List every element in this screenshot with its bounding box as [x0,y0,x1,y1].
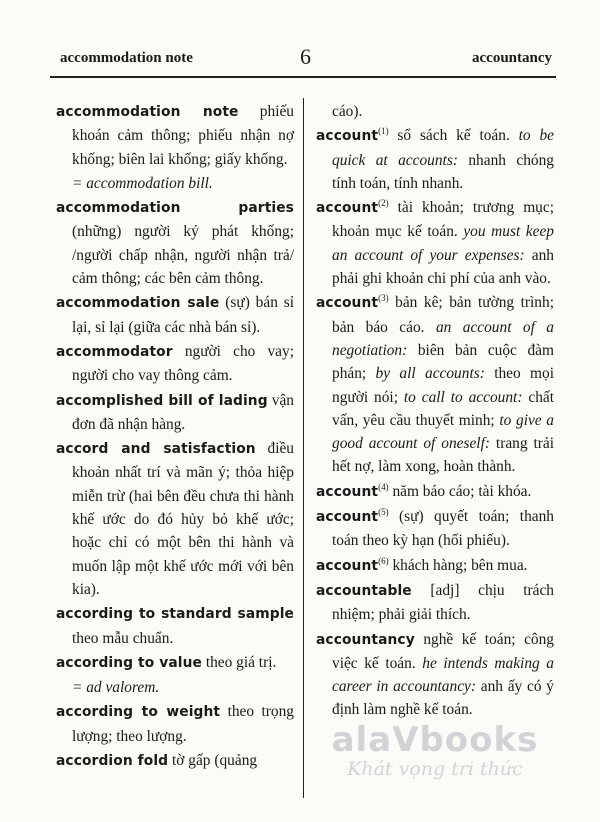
dictionary-entry [316,505,554,553]
example: by all accounts: [375,365,485,383]
running-head-left: accommodation note [60,50,193,66]
translation: theo mọi người nói; [332,365,554,406]
page-number: 6 [300,44,311,69]
headword: accomplished bill of lading [56,392,268,409]
dictionary-entry [316,480,554,504]
example: to be quick at accounts: [332,127,554,169]
definition: phiếu khoán cảm thông; phiếu nhận nợ khống; biên lai khống; giấy khống. [72,103,294,168]
sense-number: (5) [378,506,389,517]
headword: according to standard sample [56,606,294,623]
headword: according to weight [56,704,221,721]
definition: theo trọng lượng; theo lượng. [72,703,294,745]
dictionary-entry [56,437,294,601]
definition: tài khoản; trương mục; khoản mục kế toán. [332,199,554,241]
headword: account [316,128,379,145]
definition: (sự) quyết toán; thanh toán theo kỳ hạn (hối phiếu). [332,508,554,550]
sense-number: (2) [378,198,389,209]
example: you must keep an account of your expenses: [332,223,554,264]
headword: accommodation sale [56,295,220,312]
sense-number: (1) [378,126,389,137]
running-head-right: accountancy [472,50,552,66]
headword: accountancy [316,631,415,648]
headword: accord and satisfaction [56,441,256,458]
example: to give a good account of oneself: [332,411,554,453]
sense-number: (4) [378,481,389,492]
definition: năm báo cáo; tài khóa. [392,482,532,500]
headword: accordion fold [56,753,169,770]
dictionary-entry [56,291,294,339]
definition: theo giá trị. [205,653,277,671]
definition: theo mẫu chuẩn. [72,629,174,647]
watermark-tagline: Khát vọng tri thức [347,758,523,780]
equivalent: = ad valorem. [72,679,160,697]
definition: chịu trách nhiệm; phải giải thích. [332,581,554,624]
headword: accountable [316,582,412,599]
headword: account [316,483,379,500]
headword: account [316,200,379,217]
definition: tờ gấp (quảng [172,752,258,770]
left-column [56,100,294,774]
equivalent: = accommodation bill. [72,174,213,192]
sense-number: (6) [378,555,389,566]
example: he intends making a career in accountancy: [332,654,554,696]
dictionary-entry [316,579,554,627]
definition: bản kê; bản tường trình; bản báo cáo. [332,294,554,336]
dictionary-entry [56,700,294,748]
dictionary-entry [56,196,294,290]
part-of-speech: [adj] [430,581,460,599]
definition: (những) người ký phát khống; /người chấp nhận, người nhận trả/ cảm thông; các bên cảm thông. [72,223,294,288]
dictionary-entry [56,749,294,773]
definition: điều khoản nhất trí và mãn ý; thỏa hiệp miễn trừ (hai bên đều chưa thi hành khế ước do đó hủy bỏ khế ước; hoặc chỉ có một bên thi hành và muốn lập một khế ước mới với bên kia). [72,440,294,598]
definition: (sự) bán sỉ lại, sỉ lại (giữa các nhà bán sỉ). [72,294,294,336]
translation: anh phải ghi khoản chi phí của anh vào. [332,246,554,288]
dictionary-entry [316,196,554,290]
headword: accommodation parties [56,200,294,217]
dictionary-entry [316,124,554,195]
watermark-brand: alaVbooks [331,720,539,760]
translation: biên bản cuộc đàm phán; [332,341,554,383]
dictionary-entry [56,389,294,437]
dictionary-entry [316,291,554,478]
dictionary-entry [56,100,294,171]
headword: account [316,295,379,312]
definition: người cho vay; người cho vay thông cảm. [72,342,294,385]
dictionary-entry [56,651,294,675]
example: an account of a negotiation: [332,318,554,359]
definition: khách hàng; bên mua. [392,556,528,574]
continued-text: cáo). [332,103,363,120]
example: to call to account: [403,388,523,406]
definition: vận đơn đã nhận hàng. [72,391,294,433]
definition: sổ sách kế toán. [397,127,510,145]
column-divider [303,98,304,798]
translation: trang trải hết nợ, làm xong, hoàn thành. [332,435,554,476]
sense-number: (3) [378,293,389,304]
definition: nghề kế toán; công việc kế toán. [332,630,554,672]
watermark [310,720,560,780]
dictionary-entry [316,554,554,578]
translation: nhanh chóng tính toán, tính nhanh. [332,151,554,192]
dictionary-entry [56,340,294,388]
headword: accommodation note [56,104,239,120]
right-column [316,100,554,723]
header-rule [50,76,556,78]
headword: according to value [56,654,202,671]
dictionary-entry [56,602,294,650]
dictionary-entry [316,628,554,722]
headword: account [316,557,379,574]
translation: chất vấn, yêu cầu thuyết minh; [332,388,554,429]
headword: accommodator [56,343,173,360]
headword: account [316,509,379,526]
translation: anh ấy có ý định làm nghề kế toán. [332,678,554,719]
page-header [50,40,556,76]
